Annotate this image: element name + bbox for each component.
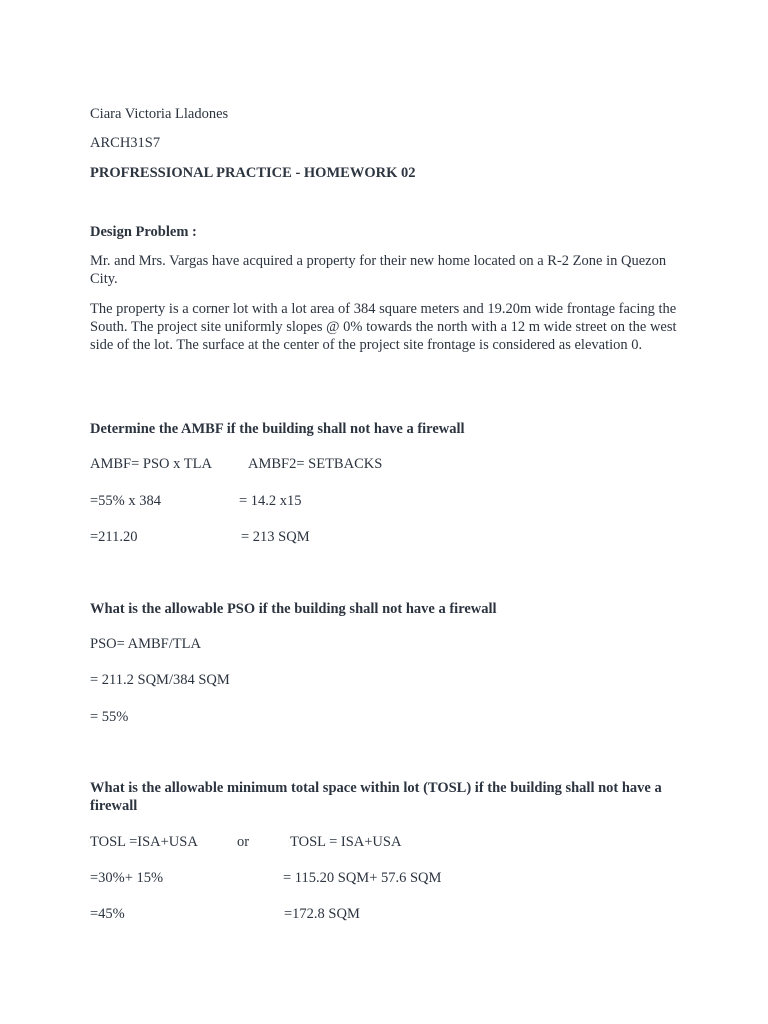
- course-code: ARCH31S7: [90, 135, 161, 151]
- tosl-row-3-left: =45%: [90, 906, 125, 922]
- ambf-row-2-right: = 14.2 x15: [239, 493, 302, 509]
- design-problem-paragraph-2: The property is a corner lot with a lot area of 384 square meters and 19.20m wide frontage facing the South. The project site uniformly slopes @ 0% towards the north with a 12 m wide street on the west side of the lot. The surface at the center of the project site frontage is considered as elevation 0.: [90, 301, 677, 353]
- pso-line-2: = 211.2 SQM/384 SQM: [90, 672, 230, 688]
- ambf-row-1-right: AMBF2= SETBACKS: [248, 456, 383, 472]
- pso-line-1: PSO= AMBF/TLA: [90, 636, 201, 652]
- tosl-row-1-right: TOSL = ISA+USA: [290, 834, 402, 850]
- design-problem-heading: Design Problem :: [90, 224, 197, 240]
- question-pso: What is the allowable PSO if the building shall not have a firewall: [90, 601, 497, 617]
- tosl-row-2-left: =30%+ 15%: [90, 870, 164, 886]
- ambf-row-3-left: =211.20: [90, 529, 138, 545]
- document-title: PROFRESSIONAL PRACTICE - HOMEWORK 02: [90, 165, 416, 181]
- tosl-row-2-right: = 115.20 SQM+ 57.6 SQM: [283, 870, 442, 886]
- tosl-row-1-or: or: [237, 834, 250, 850]
- ambf-row-2-left: =55% x 384: [90, 493, 162, 509]
- author-name: Ciara Victoria Lladones: [90, 106, 229, 122]
- question-ambf: Determine the AMBF if the building shall not have a firewall: [90, 421, 465, 437]
- ambf-row-3-right: = 213 SQM: [241, 529, 310, 545]
- design-problem-paragraph-1: Mr. and Mrs. Vargas have acquired a property for their new home located on a R-2 Zone in Quezon City.: [90, 253, 667, 287]
- question-tosl: What is the allowable minimum total space within lot (TOSL) if the building shall not have a firewall: [90, 780, 662, 814]
- tosl-row-1-left: TOSL =ISA+USA: [90, 834, 198, 850]
- pso-line-3: = 55%: [90, 709, 129, 725]
- ambf-row-1-left: AMBF= PSO x TLA: [90, 456, 212, 472]
- tosl-row-3-right: =172.8 SQM: [284, 906, 360, 922]
